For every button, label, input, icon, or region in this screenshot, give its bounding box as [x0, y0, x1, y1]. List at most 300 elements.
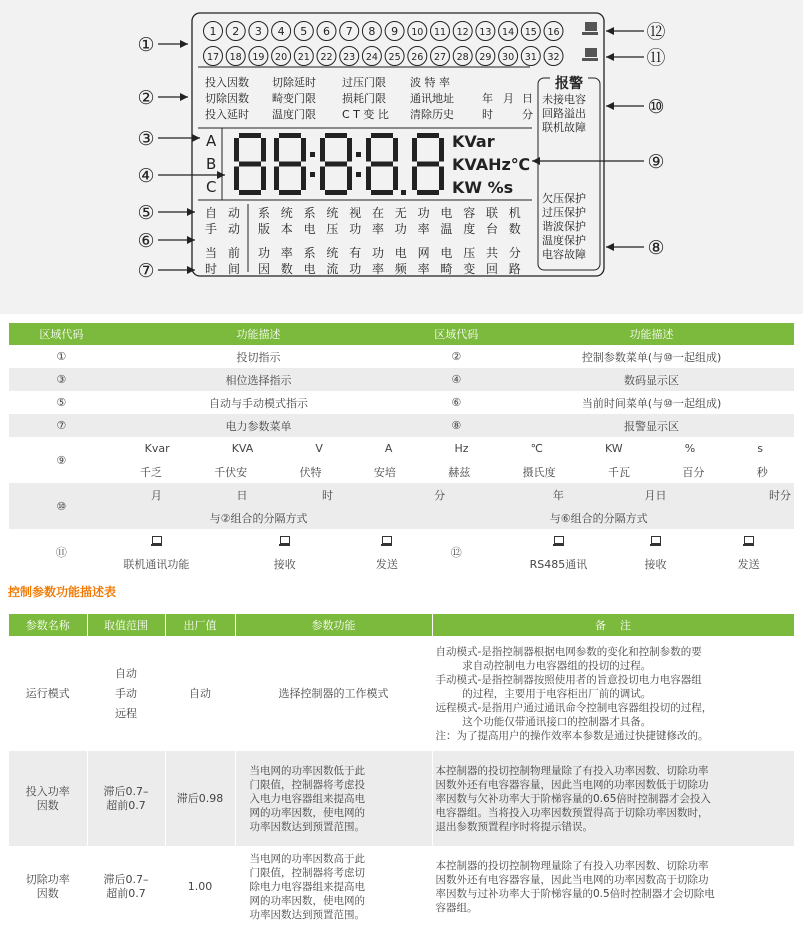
arrow-head [192, 134, 200, 142]
param-char: 度 [463, 222, 476, 236]
channel-number: 13 [479, 27, 492, 38]
colon-dot [310, 152, 315, 157]
unit-symbol: s [757, 442, 763, 455]
comm-label: 联机通讯功能 [114, 552, 200, 575]
digit-segment [320, 138, 325, 162]
digit-segment [239, 190, 261, 195]
menu-item: 投入延时 [205, 108, 249, 121]
legend-comm-row [9, 529, 794, 552]
decimal-dot [401, 190, 406, 195]
region-code: ① [9, 345, 114, 368]
unit-name: 摄氏度 [522, 465, 556, 479]
param-default: 1.00 [165, 846, 235, 928]
menu-item: 波 特 率 [410, 76, 450, 89]
region-code: ⑥ [403, 391, 509, 414]
alarm-item: 温度保护 [542, 234, 586, 247]
menu-item: C T 变 比 [342, 108, 389, 121]
computer-send-icon [381, 536, 392, 546]
channel-number: 1 [209, 25, 217, 38]
func-line: 入电力电容器组来提高电 [249, 792, 365, 805]
range-line: 滞后0.7– [103, 873, 149, 886]
section-title: 控制参数功能描述表 [8, 585, 117, 599]
computer-receive-icon [279, 536, 290, 546]
unit-label: KW %s [452, 178, 514, 197]
combo-left: 与②组合的分隔方式 [114, 506, 404, 529]
param-char: 功 [394, 222, 407, 236]
mode-char: 当 [205, 246, 218, 260]
param-notes [432, 846, 794, 928]
param-char: 有 [349, 246, 362, 260]
arrow-head [217, 171, 225, 179]
note-line: 注：为了提高用户的操作效率本参数是通过快捷键修改的。 [435, 729, 709, 742]
computer-icon [151, 536, 162, 546]
header-region-code: 区域代码 [9, 323, 114, 345]
digit-segment [325, 162, 347, 167]
callout-label: ⑫ [646, 21, 666, 43]
func-line: 门限值，控制器将考虑切 [249, 867, 365, 879]
param-char: 频 [394, 262, 407, 276]
region-desc: 自动与手动模式指示 [114, 391, 404, 414]
digit-segment [393, 167, 398, 191]
menu-item: 通讯地址 [410, 92, 454, 105]
param-default: 自动 [165, 636, 235, 751]
param-char: 功 [349, 262, 362, 276]
channel-number: 12 [456, 27, 469, 38]
region-code: ⑪ [9, 529, 114, 575]
param-char: 温 [440, 222, 453, 236]
digit-segment [371, 162, 393, 167]
menu-item: 清除历史 [410, 108, 454, 121]
digit-segment [325, 133, 347, 138]
param-char: 台 [486, 222, 499, 236]
header-region-code: 区域代码 [403, 323, 509, 345]
digit-segment [301, 138, 306, 162]
unit-symbol: KW [604, 442, 623, 455]
param-header-row [9, 614, 794, 636]
channel-number: 30 [502, 52, 515, 63]
legend-row [9, 414, 794, 437]
channel-number: 31 [524, 52, 537, 63]
digit-segment [261, 167, 266, 191]
digit-segment [371, 190, 393, 195]
digit-segment [417, 190, 439, 195]
legend-units-row [9, 460, 794, 483]
mode-char: 动 [228, 222, 241, 236]
note-line: 这个功能仅带通讯接口的控制器才具备。 [435, 715, 652, 728]
note-line: 求自动控制电力电容器组的投切的过程。 [435, 659, 652, 672]
param-char: 路 [508, 262, 521, 276]
parameter-table [9, 614, 795, 928]
param-char: 容 [463, 206, 476, 220]
digit-segment [439, 138, 444, 162]
channel-number: 16 [547, 27, 560, 38]
header-param-function: 参数功能 [235, 614, 432, 636]
channel-number: 22 [320, 52, 333, 63]
param-char: 统 [326, 206, 339, 220]
channel-number: 27 [433, 52, 447, 63]
param-char: 畸 [440, 262, 453, 276]
comm-label: RS485通讯 [509, 552, 608, 575]
param-char: 分 [508, 246, 521, 260]
unit-symbol: V [315, 442, 323, 455]
lcd-diagram [0, 0, 803, 314]
legend-header-row [9, 323, 794, 345]
param-range [87, 846, 165, 928]
digit-segment [239, 162, 261, 167]
channel-number: 21 [297, 52, 310, 63]
digit-segment [274, 167, 279, 191]
alarm-item: 欠压保护 [542, 192, 586, 205]
channel-number: 2 [232, 25, 240, 38]
alarm-title: 报警 [555, 76, 583, 92]
unit-symbol: % [684, 442, 696, 455]
param-char: 视 [349, 206, 362, 220]
param-name [9, 751, 87, 846]
digit-segment [347, 167, 352, 191]
header-default: 出厂值 [165, 614, 235, 636]
func-line: 网的功率因数，使电网的 [249, 895, 365, 907]
param-name-line: 投入功率 [25, 784, 70, 798]
unit-label: KVAHz℃ [452, 155, 531, 174]
comm-label: 发送 [703, 552, 794, 575]
param-char: 率 [372, 222, 385, 236]
unit-symbols [114, 442, 794, 455]
header-notes: 备 注 [432, 614, 794, 636]
func-line: 功率因数达到预置范围。 [249, 820, 365, 833]
digit-segment [320, 167, 325, 191]
region-code: ⑦ [9, 414, 114, 437]
callout-label: ⑪ [646, 47, 666, 69]
digit-segment [234, 167, 239, 191]
colon-dot [356, 172, 361, 177]
param-char: 本 [280, 222, 293, 236]
digit-segment [412, 138, 417, 162]
phase-label: A [206, 132, 217, 150]
param-char: 功 [258, 246, 271, 260]
note-line: 本控制器的投切控制物理量除了有投入功率因数、切除功率 [435, 764, 709, 777]
param-row [9, 636, 794, 751]
digit-segment [274, 138, 279, 162]
arrow-head [606, 53, 614, 61]
comm-label: 发送 [370, 552, 403, 575]
time-label: 日 [199, 483, 285, 506]
computer-icon [553, 536, 564, 546]
computer-icon [585, 48, 597, 57]
arrow-head [180, 40, 188, 48]
colon-dot [310, 172, 315, 177]
param-row [9, 751, 794, 846]
callout-label: ② [137, 87, 155, 109]
param-name: 运行模式 [9, 636, 87, 751]
unit-symbol: ℃ [530, 442, 543, 455]
param-char: 回 [486, 262, 499, 276]
param-function [235, 751, 432, 846]
param-name-line: 切除功率 [25, 873, 70, 886]
unit-name: 千瓦 [607, 465, 630, 479]
arrow-head [606, 102, 614, 110]
digit-segment [417, 162, 439, 167]
func-line: 功率因数达到预置范围。 [249, 909, 365, 921]
region-code: ② [403, 345, 509, 368]
param-char: 系 [303, 206, 316, 220]
param-char: 率 [417, 262, 430, 276]
region-desc: 电力参数菜单 [114, 414, 404, 437]
legend-comm-row [9, 552, 794, 575]
range-line: 超前0.7 [106, 798, 146, 812]
digit-segment [417, 133, 439, 138]
computer-icon [582, 58, 598, 61]
time-label: 分 [370, 483, 509, 506]
channel-number: 4 [277, 25, 285, 38]
menu-item: 畸变门限 [272, 92, 316, 105]
menu-item: 切除延时 [272, 76, 316, 89]
region-desc: 投切指示 [114, 345, 404, 368]
note-line: 电容器组。当将投入功率因数预置得高于切除功率因数时， [435, 806, 709, 819]
param-char: 电 [303, 222, 316, 236]
computer-receive-icon [650, 536, 661, 546]
param-range [87, 636, 165, 751]
alarm-item: 回路溢出 [542, 107, 586, 120]
combo-right: 与⑥组合的分隔方式 [403, 506, 794, 529]
legend-row [9, 391, 794, 414]
unit-label: KVar [452, 132, 495, 151]
param-function: 选择控制器的工作模式 [235, 636, 432, 751]
param-char: 系 [258, 206, 271, 220]
digit-segment [279, 162, 301, 167]
param-char: 数 [280, 262, 293, 276]
note-line: 因数外还有电容器容量，因此当电网的功率因数高于切除功 [435, 874, 709, 886]
param-char: 功 [349, 222, 362, 236]
param-char: 流 [326, 262, 339, 276]
param-char: 共 [486, 246, 499, 260]
param-char: 压 [463, 246, 476, 260]
comm-label: 接收 [608, 552, 704, 575]
mode-char: 时 [205, 262, 218, 276]
legend-time-row [9, 483, 794, 506]
channel-number: 11 [433, 27, 447, 38]
alarm-item: 联机故障 [542, 121, 586, 134]
param-char: 电 [440, 206, 453, 220]
menu-item: 投入因数 [205, 76, 249, 89]
date-label: 年 [482, 92, 493, 105]
arrow-head [532, 157, 540, 165]
channel-number: 3 [254, 25, 262, 38]
func-line: 门限值，控制器将考虑投 [249, 778, 365, 791]
region-code: ⑤ [9, 391, 114, 414]
range-option: 自动 [115, 666, 137, 680]
alarm-item: 未接电容 [542, 93, 586, 106]
param-char: 功 [372, 246, 385, 260]
param-char: 机 [508, 206, 521, 220]
region-code: ⑨ [9, 437, 114, 483]
param-char: 在 [372, 206, 385, 220]
channel-number: 25 [388, 52, 401, 63]
phase-label: B [206, 155, 217, 173]
region-code: ④ [403, 368, 509, 391]
channel-number: 29 [479, 52, 492, 63]
range-line: 滞后0.7– [103, 784, 149, 798]
region-code: ③ [9, 368, 114, 391]
note-line: 手动模式-是指控制器按照使用者的旨意投切电力电容器组 [435, 673, 702, 686]
param-char: 电 [394, 246, 407, 260]
region-desc: 报警显示区 [509, 414, 794, 437]
digit-segment [301, 167, 306, 191]
unit-name: 伏特 [299, 465, 322, 479]
param-char: 统 [326, 246, 339, 260]
param-char: 电 [303, 262, 316, 276]
arrow-head [606, 243, 614, 251]
date-label: 分 [522, 108, 533, 121]
callout-label: ⑦ [137, 260, 155, 282]
note-line: 自动模式-是指控制器根据电网参数的变化和控制参数的要 [435, 645, 702, 658]
channel-number: 10 [411, 27, 424, 38]
digit-segment [279, 190, 301, 195]
region-code: ⑧ [403, 414, 509, 437]
param-char: 无 [394, 206, 407, 220]
unit-name: 百分 [682, 465, 705, 479]
time-label: 月日 [608, 483, 704, 506]
callout-label: ⑨ [647, 151, 665, 173]
note-line: 本控制器的投切控制物理量除了有投入功率因数、切除功率 [435, 860, 709, 872]
unit-name: 秒 [756, 465, 768, 479]
param-name [9, 846, 87, 928]
channel-number: 17 [206, 52, 220, 63]
header-param-name: 参数名称 [9, 614, 87, 636]
callout-label: ⑤ [137, 202, 155, 224]
channel-number: 26 [411, 52, 424, 63]
digit-segment [393, 138, 398, 162]
channel-number: 14 [502, 27, 515, 38]
callout-label: ③ [137, 128, 155, 150]
region-legend-table [9, 323, 794, 575]
param-char: 网 [417, 246, 430, 260]
param-notes [432, 751, 794, 846]
header-function: 功能描述 [114, 323, 404, 345]
range-line: 超前0.7 [106, 887, 146, 900]
param-range [87, 751, 165, 846]
note-line: 因数外还有电容器容量，因此当电网的功率因数低于切除功 [435, 778, 709, 791]
param-function [235, 846, 432, 928]
arrow-head [180, 93, 188, 101]
channel-number: 28 [456, 52, 469, 63]
lcd-diagram-panel [0, 0, 803, 314]
param-char: 数 [508, 222, 521, 236]
param-char: 压 [326, 222, 339, 236]
channel-number: 19 [252, 52, 265, 63]
note-line: 率因数与欠补功率大于阶梯容量的0.65倍时控制器才会投入 [435, 792, 711, 805]
legend-row [9, 368, 794, 391]
param-char: 电 [440, 246, 453, 260]
param-default: 滞后0.98 [165, 751, 235, 846]
menu-item: 损耗门限 [342, 92, 386, 105]
param-char: 率 [280, 246, 293, 260]
mode-char: 前 [228, 246, 241, 260]
region-code: ⑩ [9, 483, 114, 529]
digit-segment [371, 133, 393, 138]
channel-number: 32 [547, 52, 560, 63]
region-desc: 相位选择指示 [114, 368, 404, 391]
time-label: 月 [114, 483, 200, 506]
phase-label: C [206, 178, 217, 196]
callout-label: ① [137, 34, 155, 56]
unit-name: 赫兹 [448, 465, 471, 479]
date-label: 时 [482, 108, 493, 121]
date-label: 日 [522, 92, 533, 105]
channel-number: 9 [391, 25, 399, 38]
note-line: 远程模式-是指用户通过通讯命令控制电容器组投切的过程， [435, 701, 713, 714]
legend-time-row [9, 506, 794, 529]
unit-symbol: KVA [231, 442, 254, 455]
legend-row [9, 345, 794, 368]
param-char: 变 [463, 262, 476, 276]
unit-symbol: Kvar [144, 442, 170, 455]
channel-number: 23 [343, 52, 356, 63]
region-code: ⑫ [403, 529, 509, 575]
comm-label: 接收 [199, 552, 370, 575]
alarm-item: 谐波保护 [542, 220, 586, 233]
note-line: 退出参数预置程序时将提示错误。 [435, 820, 593, 833]
note-line: 的过程，主要用于电容柜出厂前的调试。 [435, 687, 652, 700]
range-option: 远程 [115, 706, 137, 720]
param-char: 功 [417, 206, 430, 220]
digit-segment [234, 138, 239, 162]
region-desc: 控制参数菜单(与⑩一起组成) [509, 345, 794, 368]
unit-name: 千伏安 [214, 465, 248, 479]
func-line: 当电网的功率因数高于此 [249, 853, 365, 865]
callout-label: ④ [137, 165, 155, 187]
region-desc: 数码显示区 [509, 368, 794, 391]
channel-number: 20 [275, 52, 288, 63]
func-line: 除电力电容器组来提高电 [249, 881, 365, 893]
func-line: 网的功率因数，使电网的 [249, 806, 365, 819]
mode-char: 手 [205, 222, 218, 236]
channel-number: 18 [229, 52, 242, 63]
computer-send-icon [743, 536, 754, 546]
mode-char: 动 [228, 206, 241, 220]
time-label: 时 [285, 483, 371, 506]
date-label: 月 [503, 92, 514, 105]
param-char: 率 [372, 262, 385, 276]
header-range: 取值范围 [87, 614, 165, 636]
unit-symbol: A [384, 442, 393, 455]
channel-number: 8 [368, 25, 376, 38]
note-line: 率因数与过补功率大于阶梯容量的0.5倍时控制器才会切除电 [435, 888, 715, 900]
menu-item: 过压门限 [342, 76, 386, 89]
param-char: 统 [280, 206, 293, 220]
param-char: 率 [417, 222, 430, 236]
param-char: 系 [303, 246, 316, 260]
digit-segment [366, 167, 371, 191]
region-desc: 当前时间菜单(与⑩一起组成) [509, 391, 794, 414]
channel-number: 5 [300, 25, 308, 38]
mode-char: 自 [205, 206, 218, 220]
param-row [9, 846, 794, 928]
param-char: 因 [258, 262, 271, 276]
menu-item: 切除因数 [205, 92, 249, 105]
arrow-head [187, 236, 195, 244]
unit-symbol: Hz [454, 442, 469, 455]
channel-number: 7 [345, 25, 353, 38]
unit-name: 安培 [373, 465, 396, 479]
callout-label: ⑩ [647, 96, 665, 118]
unit-names [114, 464, 794, 480]
arrow-head [606, 27, 614, 35]
param-name-line: 因数 [36, 887, 59, 900]
time-label: 时分 [703, 483, 794, 506]
alarm-item: 电容故障 [542, 248, 586, 261]
computer-icon [582, 32, 598, 35]
menu-item: 温度门限 [272, 108, 316, 121]
